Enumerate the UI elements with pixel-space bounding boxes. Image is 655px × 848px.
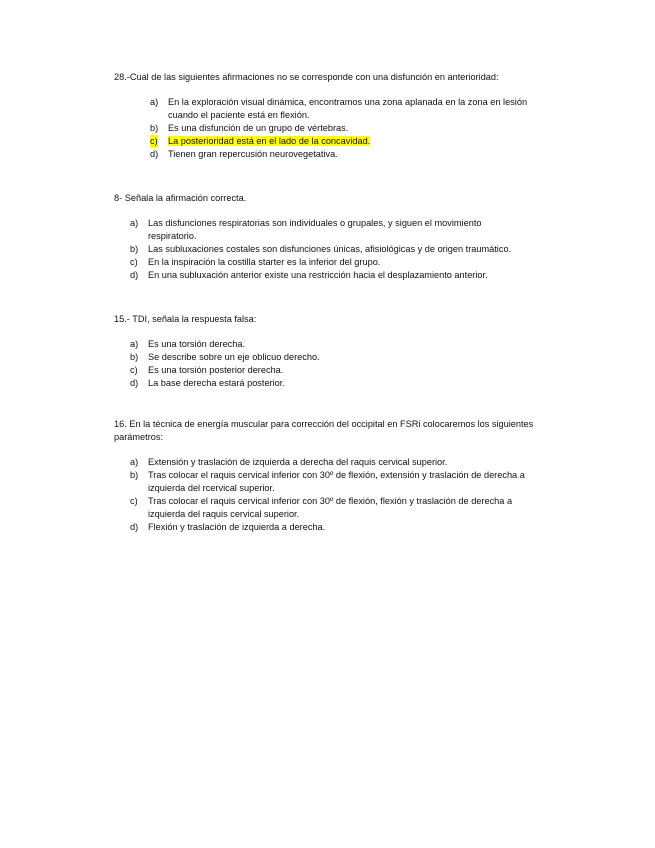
option-text: Las disfunciones respiratorias son individuales o grupales, y siguen el movimiento respiratorio. [148,218,482,241]
option-text: En una subluxación anterior existe una restricción hacia el desplazamiento anterior. [148,270,488,280]
option-text: La base derecha estará posterior. [148,378,285,388]
answer-options [130,217,530,282]
option-marker: d) [130,270,139,280]
answer-options [130,338,430,390]
answer-option-b [130,243,530,256]
answer-option-d [130,521,530,534]
question-title: 16. En la técnica de energía muscular para corrección del occipital en FSRi colocaremos los siguientes parámetros: [114,419,534,442]
option-text: Es una torsión derecha. [148,339,246,349]
option-marker: b) [130,352,139,362]
option-marker: d) [130,522,139,532]
answer-option-c [130,495,530,521]
option-marker: d) [150,149,159,159]
option-text-highlighted: La posterioridad está en el lado de la concavidad. [168,136,371,146]
answer-option-a [130,338,430,351]
option-text: Se describe sobre un eje oblicuo derecho. [148,352,320,362]
option-marker: a) [150,97,159,107]
option-marker: c) [130,257,138,267]
option-marker: c) [150,136,158,146]
answer-option-d [130,377,430,390]
option-marker: b) [130,244,139,254]
option-marker: b) [130,470,139,480]
answer-option-a [130,456,530,469]
option-text: Tras colocar el raquis cervical inferior con 30º de flexión, flexión y traslación de derecha a izquierda del raquis cervical superior. [148,496,513,519]
option-text: Tras colocar el raquis cervical inferior con 30º de flexión, extensión y traslación de derecha a izquierda del rcervical superior. [148,470,525,493]
question-28 [114,71,544,161]
option-marker: a) [130,218,139,228]
answer-option-c [130,364,430,377]
answer-options [150,96,540,161]
answer-option-a [130,217,530,243]
answer-option-a [150,96,540,122]
answer-option-b [130,469,530,495]
option-marker: d) [130,378,139,388]
option-text: Tienen gran repercusión neurovegetativa. [168,149,338,159]
question-title: 8- Señala la afirmación correcta. [114,193,247,203]
option-marker: b) [150,123,159,133]
option-marker: c) [130,496,138,506]
option-text: Es una disfunción de un grupo de vértebras. [168,123,349,133]
option-marker: a) [130,339,139,349]
question-title: 15.- TDI, señala la respuesta falsa: [114,314,257,324]
question-8 [114,192,544,282]
answer-option-b [130,351,430,364]
answer-option-b [150,122,540,135]
answer-option-d [130,269,530,282]
option-text: En la inspiración la costilla starter es la inferior del grupo. [148,257,381,267]
question-title: 28.-Cual de las siguientes afirmaciones no se corresponde con una disfunción en anterioridad: [114,72,499,82]
answer-option-c [130,256,530,269]
option-marker: c) [130,365,138,375]
question-16 [114,418,544,534]
option-text: Extensión y traslación de izquierda a derecha del raquis cervical superior. [148,457,448,467]
option-text: Las subluxaciones costales son disfunciones únicas, afisiológicas y de origen traumático. [148,244,512,254]
option-marker: a) [130,457,139,467]
answer-option-d [150,148,540,161]
option-text: Es una torsión posterior derecha. [148,365,284,375]
answer-options [130,456,530,534]
option-text: Flexión y traslación de izquierda a derecha. [148,522,326,532]
option-text: En la exploración visual dinámica, encontramos una zona aplanada en la zona en lesión cuando el paciente está en flexión. [168,97,528,120]
question-15 [114,313,544,390]
answer-option-c-highlighted [150,135,540,148]
